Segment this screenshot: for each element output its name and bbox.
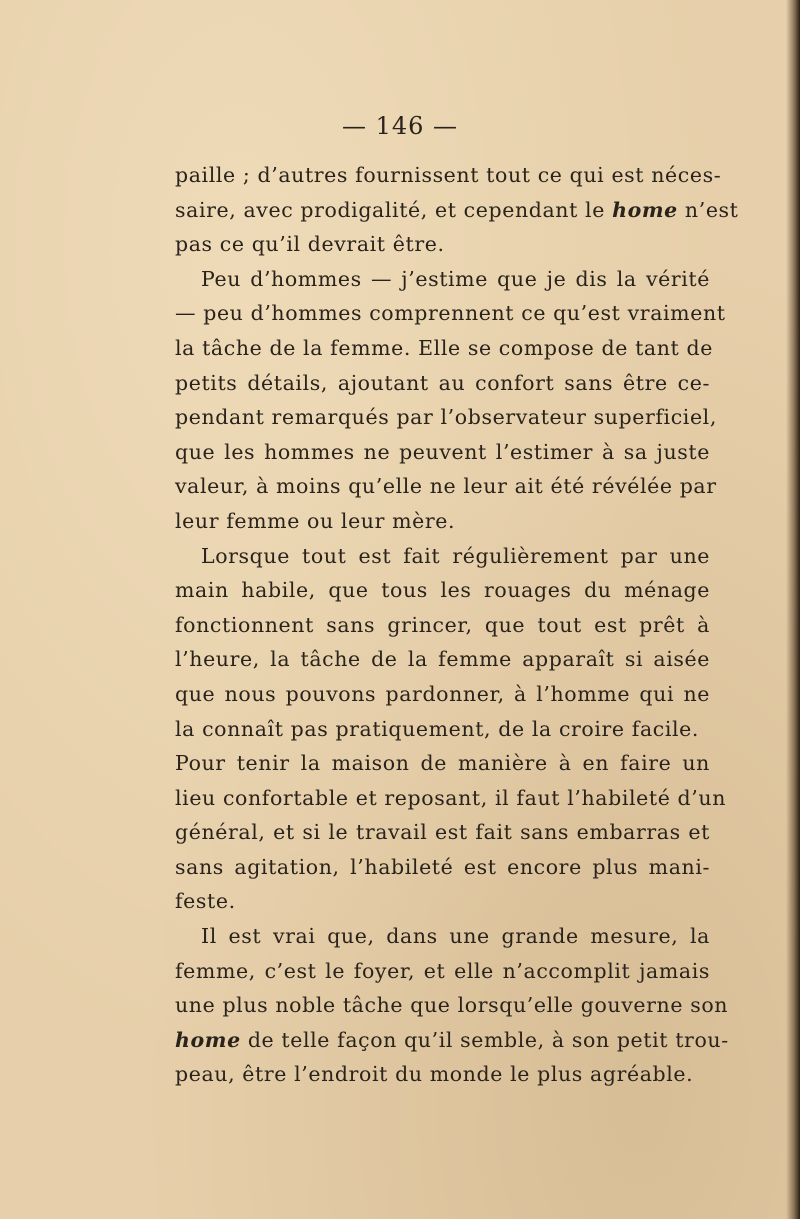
text-line	[175, 746, 710, 781]
text-run: main habile, que tous les rouages du ménage	[175, 578, 710, 603]
text-line	[175, 954, 710, 989]
text-run: Lorsque tout est fait régulièrement par une	[201, 543, 710, 568]
text-line	[175, 469, 717, 504]
text-run: que les hommes ne peuvent l’estimer à sa juste	[175, 439, 710, 464]
page-number: — 146 —	[341, 112, 459, 140]
text-run: valeur, à moins qu’elle ne leur ait été révélée par	[175, 474, 717, 499]
text-run: général, et si le travail est fait sans embarras et	[175, 820, 710, 845]
text-line	[175, 919, 710, 954]
text-line	[175, 815, 710, 850]
text-line	[175, 366, 710, 401]
text-run: leur femme ou leur mère.	[175, 508, 456, 533]
text-line	[175, 193, 739, 228]
body-text	[175, 158, 739, 1092]
text-run: n’est	[677, 197, 739, 222]
text-run: petits détails, ajoutant au confort sans être ce-	[175, 370, 710, 395]
text-run: fonctionnent sans grincer, que tout est prêt à	[175, 612, 710, 637]
text-line	[175, 1057, 710, 1092]
text-line	[175, 400, 717, 435]
text-run: Pour tenir la maison de manière à en faire un	[175, 751, 710, 776]
text-run: peau, être l’endroit du monde le plus agréable.	[175, 1062, 694, 1087]
text-line	[175, 262, 710, 297]
text-line	[175, 712, 710, 747]
text-line	[175, 158, 722, 193]
text-run: saire, avec prodigalité, et cependant le	[175, 197, 613, 222]
italic-term: home	[612, 197, 678, 222]
text-run: que nous pouvons pardonner, à l’homme qui ne	[175, 681, 710, 706]
text-line	[175, 435, 710, 470]
text-run: sans agitation, l’habileté est encore plus mani-	[175, 854, 710, 879]
text-run: paille ; d’autres fournissent tout ce qui est néces-	[175, 163, 722, 187]
text-line	[175, 988, 729, 1023]
text-run: la tâche de la femme. Elle se compose de tant de	[175, 335, 713, 360]
text-run: l’heure, la tâche de la femme apparaît si aisée	[175, 647, 710, 672]
text-run: de telle façon qu’il semble, à son petit trou-	[240, 1027, 729, 1052]
text-line	[175, 227, 710, 262]
text-run: lieu confortable et reposant, il faut l’habileté d’un	[175, 785, 726, 810]
text-run: pas ce qu’il devrait être.	[175, 232, 445, 257]
page-binding-edge	[786, 0, 800, 1219]
text-run: la connaît pas pratiquement, de la croire facile.	[175, 716, 700, 741]
text-line	[175, 331, 713, 366]
text-line	[175, 573, 710, 608]
text-line	[175, 296, 726, 331]
text-run: — peu d’hommes comprennent ce qu’est vraiment	[175, 301, 726, 326]
text-line	[175, 539, 710, 574]
text-line	[175, 504, 710, 539]
text-line	[175, 884, 710, 919]
text-run: femme, c’est le foyer, et elle n’accomplit jamais	[175, 958, 710, 983]
text-run: Peu d’hommes — j’estime que je dis la vérité	[201, 266, 710, 291]
text-run: feste.	[175, 889, 236, 914]
text-line	[175, 677, 710, 712]
text-line	[175, 642, 710, 677]
text-line	[175, 781, 726, 816]
text-line	[175, 1023, 729, 1058]
text-line	[175, 608, 710, 643]
text-run: une plus noble tâche que lorsqu’elle gouverne son	[175, 993, 729, 1018]
italic-term: home	[175, 1027, 241, 1052]
text-run: Il est vrai que, dans une grande mesure, la	[201, 924, 710, 949]
text-run: pendant remarqués par l’observateur superficiel,	[175, 405, 717, 430]
text-line	[175, 850, 710, 885]
